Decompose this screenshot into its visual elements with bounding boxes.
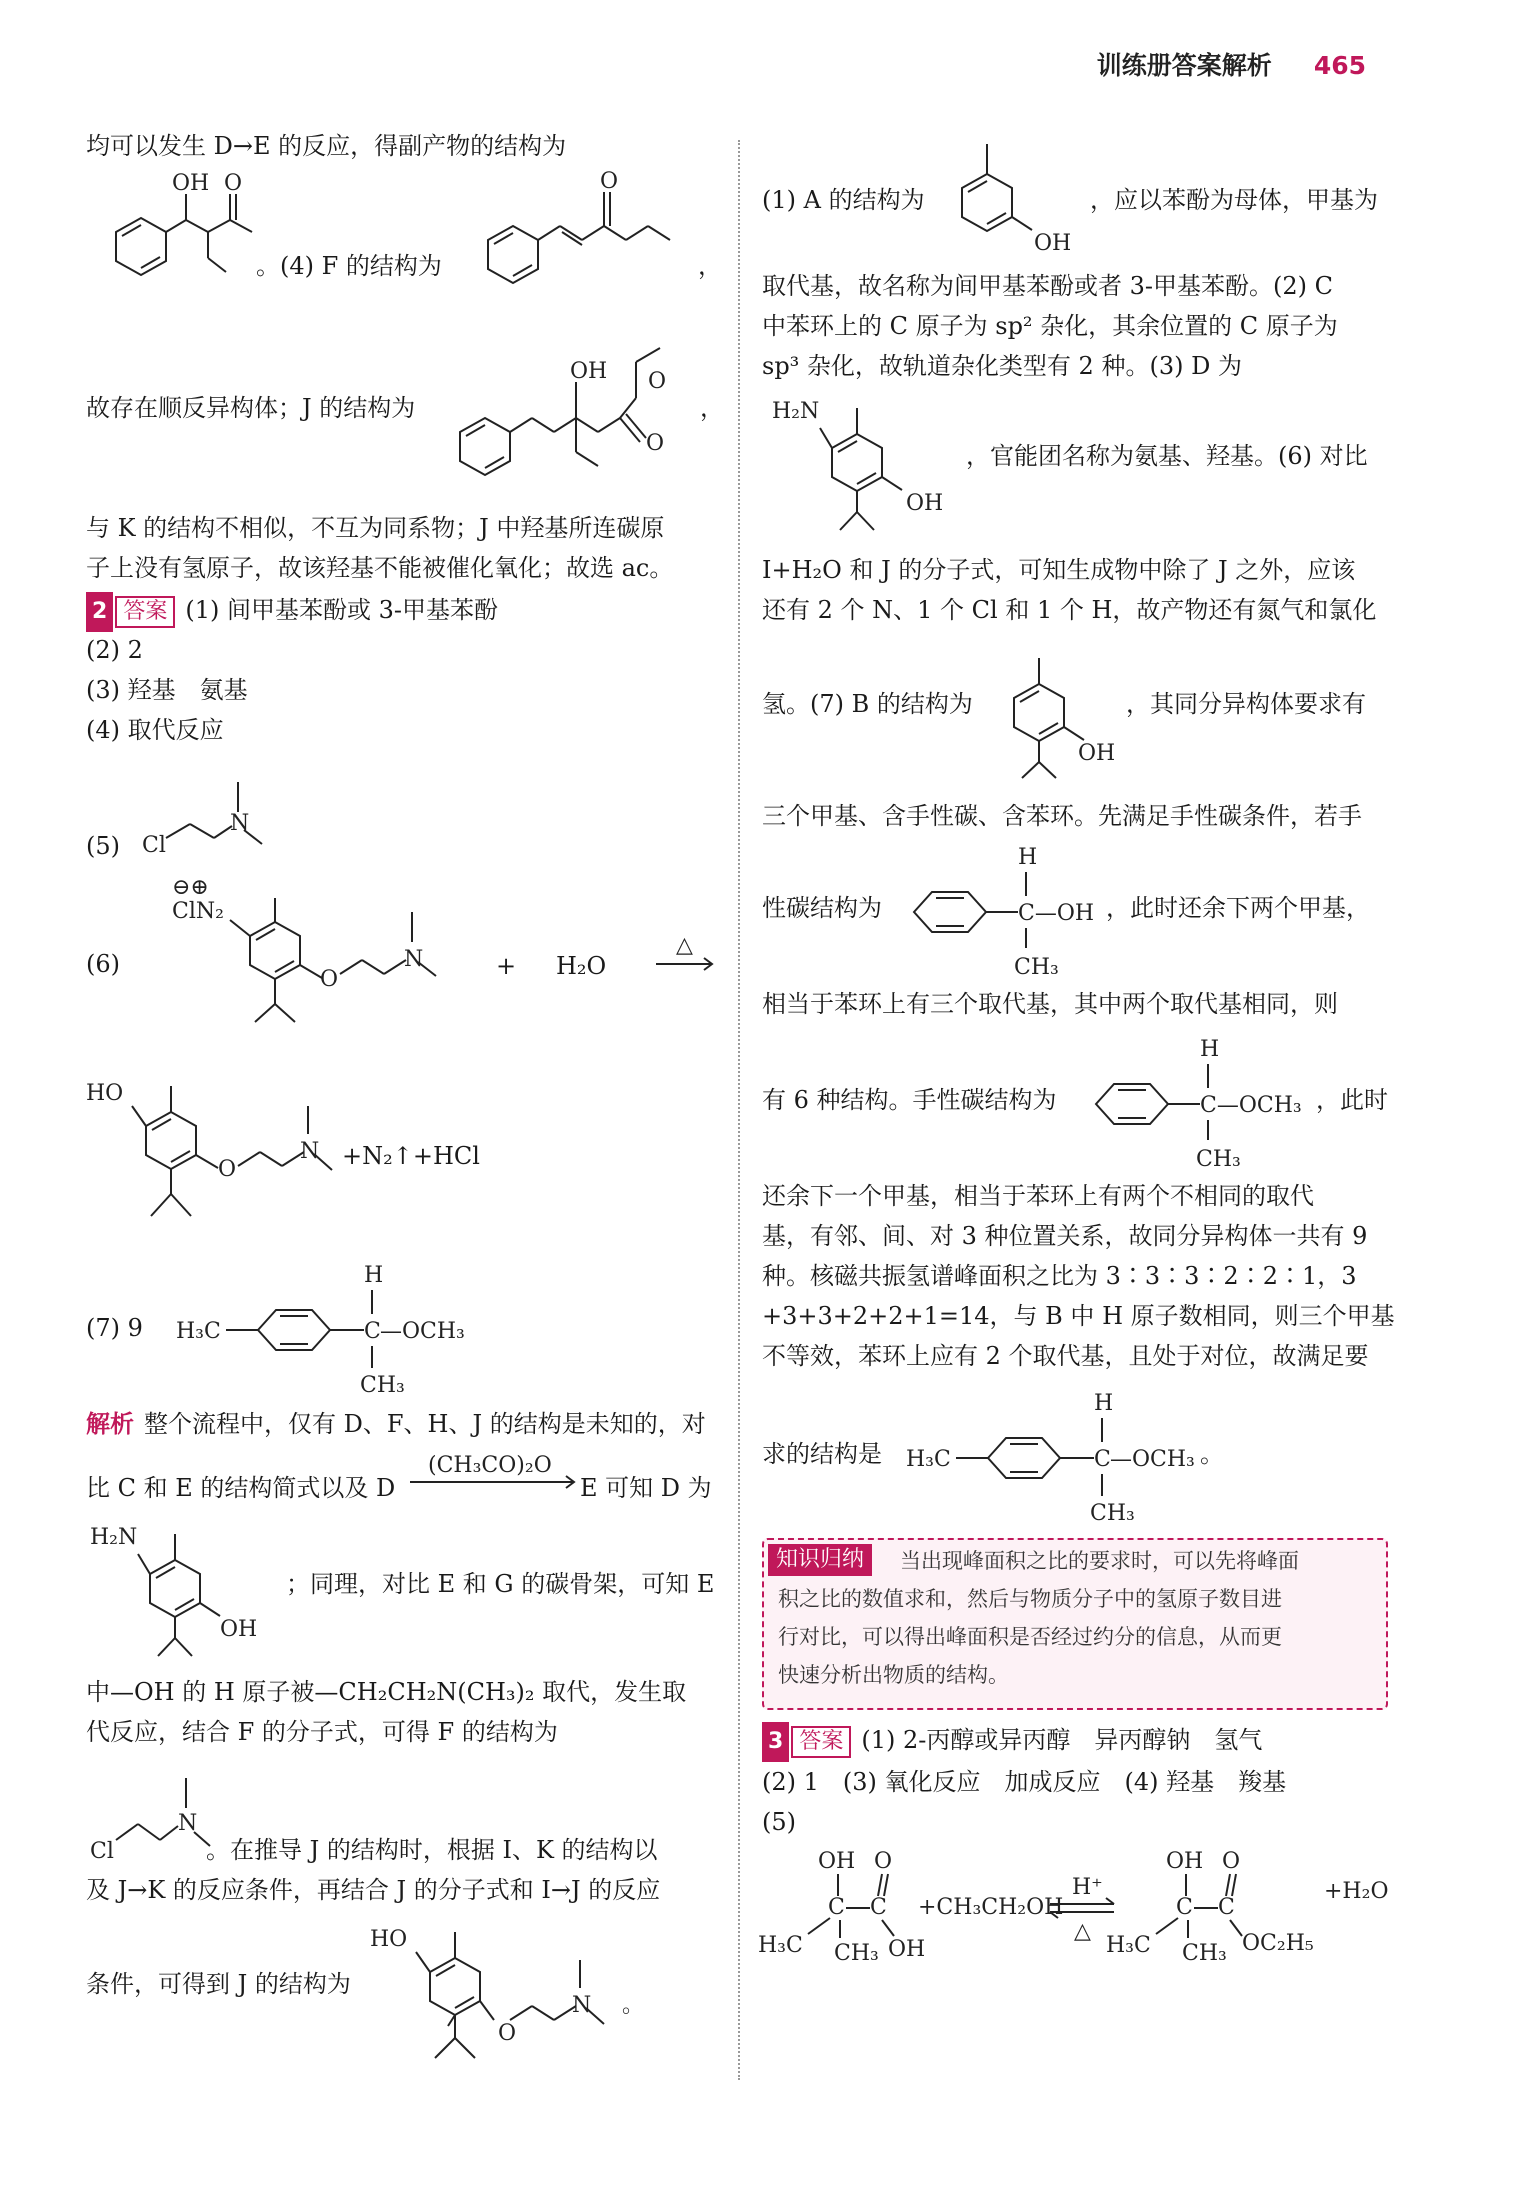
d-structure-right [772,388,972,538]
explanation-line-6: 。在推导 J 的结构时，根据 I、K 的结构以 [206,1836,658,1864]
right-line-7: 还有 2 个 N、1 个 Cl 和 1 个 H，故产物还有氮气和氯化 [762,596,1377,624]
byproduct-structure [86,172,266,312]
right-line-6: I+H₂O 和 J 的分子式，可知生成物中除了 J 之外，应该 [762,556,1356,584]
svg-text:CH₃: CH₃ [360,1373,405,1398]
svg-text:CH₃: CH₃ [1196,1147,1241,1172]
label-o: O [224,171,243,196]
svg-text:H: H [1094,1391,1114,1416]
svg-text:O: O [1222,1849,1241,1874]
svg-text:+CH₃CH₂OH: +CH₃CH₂OH [918,1895,1064,1920]
right-line-10a: 性碳结构为 [762,894,882,922]
right-line-1b: ，应以苯酚为母体，甲基为 [1090,186,1378,214]
right-line-9: 三个甲基、含手性碳、含苯环。先满足手性碳条件，若手 [762,802,1362,830]
right-line-12a: 有 6 种结构。手性碳结构为 [762,1086,1057,1114]
explanation-line-1: 解析 整个流程中，仅有 D、F、H、J 的结构是未知的，对 [86,1409,706,1438]
svg-text:H₃C: H₃C [1106,1933,1151,1958]
reagent-arrow [410,1448,580,1498]
explanation-line-3: ；同理，对比 E 和 G 的碳骨架，可知 E [286,1570,715,1598]
svg-text:⊖⊕: ⊖⊕ [172,875,209,900]
svg-text:H⁺: H⁺ [1072,1875,1103,1900]
right-line-17: 不等效，苯环上应有 2 个取代基，且处于对位，故满足要 [762,1342,1369,1370]
answer-isomer-structure [906,1384,1226,1524]
svg-text:OH: OH [888,1937,926,1962]
svg-text:N: N [572,1993,592,2018]
right-line-16: +3+3+2+2+1=14，与 B 中 H 原子数相同，则三个甲基 [762,1302,1395,1330]
a-structure [952,128,1092,258]
explanation-line-7: 及 J→K 的反应条件，再结合 J 的分子式和 I→J 的反应 [86,1876,661,1904]
svg-text:△: △ [676,933,693,958]
right-line-18a: 求的结构是 [762,1440,882,1468]
svg-text:C: C [828,1895,845,1920]
svg-text:。: 。 [622,1993,645,2018]
svg-text:O: O [320,967,339,992]
right-line-8b: ，其同分异构体要求有 [1126,690,1366,718]
answer-3-badge-number: 3 [762,1722,789,1762]
svg-text:Cl: Cl [90,1839,114,1864]
svg-text:CH₃: CH₃ [1014,955,1059,980]
svg-text:H₃C: H₃C [758,1933,803,1958]
j-ester-structure [450,322,700,492]
right-line-15: 种。核磁共振氢谱峰面积之比为 3∶3∶3∶2∶2∶1，3 [762,1262,1357,1290]
svg-text:Cl: Cl [142,833,166,858]
svg-text:OH: OH [1078,741,1116,766]
explanation-line-2: 比 C 和 E 的结构简式以及 D [86,1474,396,1502]
answer-2-badge-number: 2 [86,592,113,632]
note-line-2: 积之比的数值求和，然后与物质分子中的氢原子数目进 [778,1587,1282,1611]
right-line-12b: ，此时 [1316,1086,1388,1114]
answer-3-line-2: (2) 1 (3) 氧化反应 加成反应 (4) 羟基 羧基 [762,1768,1287,1796]
knowledge-summary-tag: 知识归纳 [768,1544,872,1576]
svg-text:+H₂O: +H₂O [1324,1879,1389,1904]
svg-text:(CH₃CO)₂O: (CH₃CO)₂O [428,1453,552,1478]
svg-text:OH: OH [570,359,608,384]
answer-2-badge-text: 答案 [115,596,175,628]
svg-text:C: C [870,1895,887,1920]
answer-3-line-5: (5) [762,1808,796,1836]
explanation-line-5: 代反应，结合 F 的分子式，可得 F 的结构为 [86,1718,558,1746]
note-line-4: 快速分析出物质的结构。 [778,1663,1009,1687]
chiral-carbon-structure-2 [1092,1030,1322,1170]
right-line-13: 还余下一个甲基，相当于苯环上有两个不相同的取代 [762,1182,1314,1210]
svg-text:O: O [874,1849,893,1874]
right-line-2: 取代基，故名称为间甲基苯酚或者 3-甲基苯酚。(2) C [762,272,1333,300]
svg-text:ClN₂: ClN₂ [172,899,224,924]
svg-text:N: N [178,1811,198,1836]
chiral-carbon-structure-1 [910,838,1110,978]
right-line-14: 基，有邻、间、对 3 种位置关系，故同分异构体一共有 9 [762,1222,1368,1250]
svg-text:C: C [1094,1447,1111,1472]
svg-text:O: O [218,1157,237,1182]
j-structure [370,1912,670,2082]
f-amine-structure [90,1756,220,1866]
note-line-1: 当出现峰面积之比的要求时，可以先将峰面 [900,1549,1299,1573]
answer-3-badge-text: 答案 [791,1726,851,1758]
esterification-equation [758,1838,1408,1978]
right-line-5: ，官能团名称为氨基、羟基。(6) 对比 [966,442,1368,470]
d-structure [90,1514,290,1664]
svg-text:CH₃: CH₃ [834,1941,879,1966]
svg-text:C—OH: C—OH [1018,901,1095,926]
svg-text:OC₂H₅: OC₂H₅ [1242,1931,1314,1956]
column-divider [738,140,740,2080]
answer-2-line-1: 2 答案 (1) 间甲基苯酚或 3-甲基苯酚 [86,590,498,632]
f-structure [478,170,698,290]
svg-text:O: O [498,2021,517,2046]
svg-text:C—OCH₃: C—OCH₃ [1200,1093,1302,1118]
svg-text:OH: OH [818,1849,856,1874]
svg-text:C: C [1218,1895,1235,1920]
right-line-1a: (1) A 的结构为 [762,186,925,214]
svg-text:O: O [648,369,667,394]
right-line-8a: 氢。(7) B 的结构为 [762,690,973,718]
svg-text:△: △ [1074,1919,1091,1944]
svg-text:N: N [300,1139,320,1164]
answer-2-line-5: (5) [86,832,120,860]
knowledge-summary-box [762,1538,1388,1710]
answer-2-7-structure [176,1256,476,1396]
svg-text:N: N [404,947,424,972]
svg-text:H: H [1018,845,1038,870]
answer-3-line-1: 3 答案 (1) 2-丙醇或异丙醇 异丙醇钠 氢气 [762,1720,1262,1762]
left-line-1: 均可以发生 D→E 的反应，得副产物的结构为 [86,132,567,160]
explanation-label: 解析 [86,1409,134,1438]
svg-text:H: H [364,1263,384,1288]
svg-text:H₂N: H₂N [90,1525,138,1550]
right-line-4: sp³ 杂化，故轨道杂化类型有 2 种。(3) D 为 [762,352,1242,380]
answer-2-line-6: (6) [86,950,120,978]
svg-text:H₃C: H₃C [906,1447,951,1472]
svg-text:CH₃: CH₃ [1090,1501,1135,1526]
svg-text:—OCH₃: —OCH₃ [1110,1447,1195,1472]
b-structure [994,638,1144,778]
svg-text:N: N [230,811,250,836]
reactant-i-structure [160,866,480,1076]
note-line-3: 行对比，可以得出峰面积是否经过约分的信息，从而更 [778,1625,1282,1649]
svg-text:C: C [1176,1895,1193,1920]
svg-text:HO: HO [86,1081,124,1106]
right-line-11: 相当于苯环上有三个取代基，其中两个取代基相同，则 [762,990,1338,1018]
svg-text:OH: OH [906,491,944,516]
answer-2-line-7: (7) 9 [86,1314,143,1342]
label-oh: OH [172,171,210,196]
left-line-4: 与 K 的结构不相似，不互为同系物；J 中羟基所连碳原 [86,514,665,542]
svg-text:—OCH₃: —OCH₃ [380,1319,465,1344]
heat-arrow [656,930,716,970]
svg-text:CH₃: CH₃ [1182,1941,1227,1966]
right-line-10b: ，此时还余下两个甲基， [1106,894,1370,922]
left-line-3: 故存在顺反异构体；J 的结构为 [86,394,416,422]
left-line-5: 子上没有氢原子，故该羟基不能被催化氧化；故选 ac。 [86,554,674,582]
answer-2-line-2: (2) 2 [86,636,143,664]
svg-text:H: H [1200,1037,1220,1062]
header-title: 训练册答案解析 [1096,51,1272,80]
svg-text:C: C [364,1319,381,1344]
svg-text:OH: OH [1166,1849,1204,1874]
svg-text:H₃C: H₃C [176,1319,221,1344]
svg-text:H₂N: H₂N [772,399,820,424]
svg-text:HO: HO [370,1927,408,1952]
svg-text:OH: OH [220,1617,258,1642]
svg-text:OH: OH [1034,231,1072,256]
page-number: 465 [1313,51,1366,80]
explanation-line-4: 中—OH 的 H 原子被—CH₂CH₂N(CH₃)₂ 取代，发生取 [86,1678,687,1706]
left-line-2-comma: ， [698,252,722,280]
left-line-2: 。(4) F 的结构为 [256,252,442,280]
page-header [1097,46,1366,82]
right-line-3: 中苯环上的 C 原子为 sp² 杂化，其余位置的 C 原子为 [762,312,1338,340]
answer-2-line-3: (3) 羟基 氨基 [86,676,248,704]
svg-text:O: O [600,169,619,194]
explanation-line-8: 条件，可得到 J 的结构为 [86,1970,351,1998]
answer-2-5-structure [136,760,296,870]
svg-text:O: O [646,431,665,456]
answer-2-line-4: (4) 取代反应 [86,716,224,744]
